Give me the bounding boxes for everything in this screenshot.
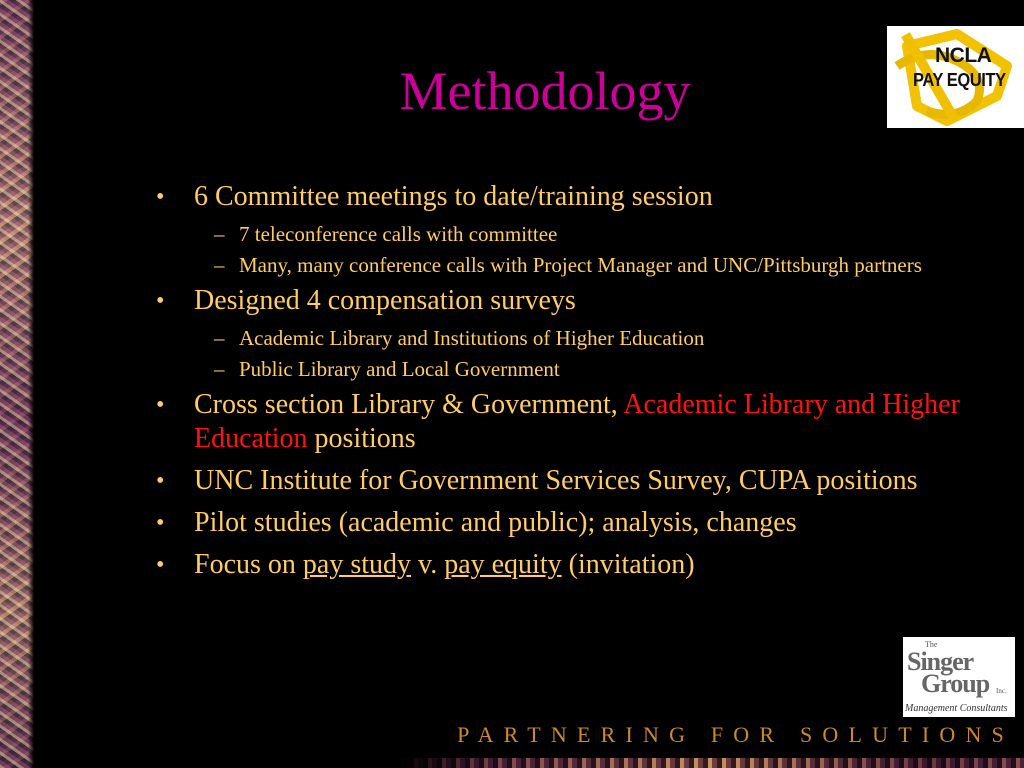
logo-group-text: Group <box>921 669 990 698</box>
ncla-pay-equity-logo <box>887 26 1024 128</box>
tagline: PARTNERING FOR SOLUTIONS <box>457 722 1014 747</box>
sub-list-item: – Many, many conference calls with Project Manager and UNC/Pittsburgh partners <box>214 253 922 277</box>
logo-the-text: The <box>925 640 938 649</box>
list-item: • 6 Committee meetings to date/training session <box>156 181 713 212</box>
logo-singer-text: Singer <box>907 647 974 676</box>
logo-subtitle: Management Consultants <box>905 703 1008 714</box>
sub-list-item: – 7 teleconference calls with committee <box>214 222 558 246</box>
list-item: • Focus on pay study v. pay equity (invitation) <box>156 549 695 580</box>
sub-list-item: – Public Library and Local Government <box>214 357 560 381</box>
slide-title: Methodology <box>399 61 691 121</box>
ncla-logo-text: NCLA <box>935 44 992 67</box>
highlighted-text: Academic Library and Higher Education <box>194 389 960 454</box>
bottom-decorative-border <box>400 758 1024 768</box>
list-item: • Cross section Library & Government, Academic Library and Higher Education positions <box>156 389 960 454</box>
list-item: • Designed 4 compensation surveys <box>156 285 576 316</box>
pay-equity-link[interactable]: pay equity <box>444 549 562 580</box>
list-item: • Pilot studies (academic and public); analysis, changes <box>156 507 797 538</box>
pay-study-link[interactable]: pay study <box>302 549 412 580</box>
sub-list-item: – Academic Library and Institutions of Higher Education <box>214 326 705 350</box>
pay-equity-logo-text: PAY EQUITY <box>913 70 1006 90</box>
singer-group-logo <box>903 637 1015 717</box>
logo-inc-text: Inc. <box>996 687 1007 695</box>
bullet-list <box>150 180 985 590</box>
list-item: • UNC Institute for Government Services Survey, CUPA positions <box>156 465 918 496</box>
